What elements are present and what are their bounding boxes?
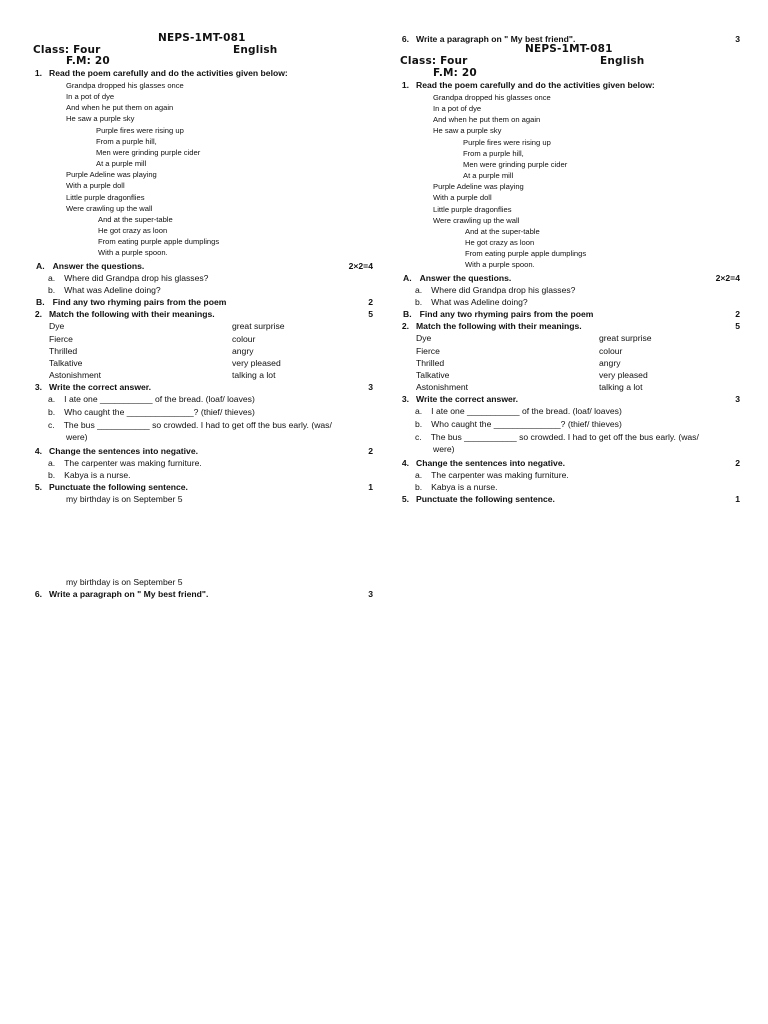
match-meaning: great surprise — [232, 321, 285, 332]
question-A-marks: 2×2=4 — [715, 273, 740, 284]
poem-line: Little purple dragonflies — [433, 204, 512, 214]
question-2-marks: 5 — [368, 309, 373, 320]
match-meaning: colour — [232, 333, 256, 344]
question-3-number: 3. — [34, 382, 42, 393]
class-label: Class: Four — [400, 55, 468, 67]
match-word: Dye — [49, 321, 65, 332]
sub-text: Who caught the ______________? (thief/ thieves) — [64, 407, 255, 418]
poem-line: He saw a purple sky — [433, 126, 502, 136]
question-4-number: 4. — [34, 446, 42, 457]
sub-text: What was Adeline doing? — [431, 297, 528, 308]
question-2-number: 2. — [34, 309, 42, 320]
match-meaning: very pleased — [232, 358, 281, 368]
match-meaning: very pleased — [599, 370, 648, 380]
question-B-label: B. — [403, 309, 412, 320]
sub-label: b. — [415, 297, 423, 308]
question-B-marks: 2 — [368, 297, 373, 308]
sub-question — [48, 470, 131, 480]
sub-text: I ate one ___________ of the bread. (loaf/ loaves) — [431, 406, 622, 417]
match-word: Astonishment — [49, 370, 102, 381]
match-meaning: talking a lot — [599, 382, 643, 393]
question-B-text: Find any two rhyming pairs from the poem — [52, 297, 227, 308]
question-B-label: B. — [36, 297, 45, 308]
sub-label: a. — [415, 406, 423, 417]
full-marks: F.M: 20 — [433, 67, 477, 79]
question-A-text: Answer the questions. — [419, 273, 512, 284]
subject-label: English — [233, 44, 278, 56]
question-B-text: Find any two rhyming pairs from the poem — [419, 309, 594, 320]
question-4-marks: 2 — [735, 458, 740, 469]
poem-line: Purple fires were rising up — [463, 137, 551, 147]
match-word: Talkative — [416, 370, 450, 380]
question-A — [36, 261, 144, 271]
sub-text: The bus ___________ so crowded. I had to get off the bus early. (was/ — [430, 432, 699, 443]
sub-text: Where did Grandpa drop his glasses? — [431, 285, 576, 296]
question-3-marks: 3 — [368, 382, 373, 393]
poem-line: And at the super-table — [465, 226, 540, 236]
sub-label: c. — [415, 432, 422, 443]
question-5 — [395, 494, 555, 504]
poem-line: At a purple mill — [463, 171, 514, 181]
poem-line: And when he put them on again — [66, 103, 174, 113]
sub-question — [48, 285, 161, 295]
poem-line: With a purple doll — [433, 193, 492, 203]
sub-text: I ate one ___________ of the bread. (loaf/ loaves) — [64, 394, 255, 405]
question-B — [403, 309, 593, 319]
sub-question — [48, 458, 202, 468]
question-1 — [28, 68, 288, 78]
sub-label: c. — [48, 420, 55, 431]
sub-label: b. — [48, 470, 56, 481]
sub-question-continued: were) — [433, 444, 455, 455]
question-4-marks: 2 — [368, 446, 373, 457]
sub-text: Who caught the ______________? (thief/ thieves) — [431, 419, 622, 430]
question-2 — [395, 321, 582, 331]
poem-line: With a purple spoon. — [465, 260, 535, 270]
sub-text: Kabya is a nurse. — [431, 482, 498, 493]
question-A-text: Answer the questions. — [52, 261, 145, 272]
question-5-text: Punctuate the following sentence. — [416, 494, 555, 505]
question-1-number: 1. — [401, 80, 409, 90]
match-meaning: angry — [232, 345, 254, 356]
sub-label: b. — [48, 285, 56, 296]
sub-text: What was Adeline doing? — [64, 285, 161, 296]
poem-line: Little purple dragonflies — [66, 192, 145, 202]
poem-line: And when he put them on again — [433, 115, 541, 125]
poem-line: And at the super-table — [98, 214, 173, 224]
question-5-number: 5. — [401, 494, 409, 505]
sub-question — [415, 297, 528, 307]
match-meaning: talking a lot — [232, 370, 276, 381]
question-4-number: 4. — [401, 458, 409, 469]
question-A — [403, 273, 511, 283]
question-3 — [395, 394, 518, 404]
question-A-label: A. — [36, 261, 45, 272]
match-word: Fierce — [49, 333, 73, 344]
question-A-label: A. — [403, 273, 412, 284]
sub-text: The bus ___________ so crowded. I had to get off the bus early. (was/ — [63, 420, 332, 431]
sub-text: The carpenter was making furniture. — [64, 458, 202, 469]
question-3-number: 3. — [401, 394, 409, 405]
sub-question — [48, 420, 332, 430]
question-A-marks: 2×2=4 — [348, 261, 373, 272]
exam-code: NEPS-1MT-081 — [525, 43, 613, 55]
poem-line: Grandpa dropped his glasses once — [433, 93, 551, 102]
question-5-marks: 1 — [368, 482, 373, 493]
sub-text: Kabya is a nurse. — [64, 470, 131, 481]
question-2-marks: 5 — [735, 321, 740, 332]
sub-label: b. — [415, 419, 423, 430]
exam-code: NEPS-1MT-081 — [158, 32, 246, 44]
match-meaning: angry — [599, 357, 621, 368]
poem-line: Grandpa dropped his glasses once — [66, 81, 184, 90]
question-5-text: Punctuate the following sentence. — [49, 482, 188, 493]
sub-question — [48, 394, 255, 404]
poem-line: Purple fires were rising up — [96, 125, 184, 135]
sub-text: The carpenter was making furniture. — [431, 470, 569, 481]
match-meaning: great surprise — [599, 333, 652, 344]
sub-question — [415, 482, 498, 492]
question-6-number: 6. — [34, 589, 42, 599]
question-2-number: 2. — [401, 321, 409, 332]
question-1-text: Read the poem carefully and do the activities given below: — [416, 80, 655, 90]
poem-line: In a pot of dye — [433, 104, 482, 114]
question-6-text: Write a paragraph on " My best friend". — [416, 34, 576, 44]
poem-line: At a purple mill — [96, 159, 147, 169]
poem-line: Purple Adeline was playing — [433, 182, 524, 192]
poem-line: From eating purple apple dumplings — [98, 237, 220, 247]
question-2-text: Match the following with their meanings. — [49, 309, 215, 320]
sub-label: b. — [48, 407, 56, 418]
sub-question-continued: were) — [66, 432, 88, 443]
class-label: Class: Four — [33, 44, 101, 56]
question-1-text: Read the poem carefully and do the activities given below: — [49, 68, 288, 78]
question-2-text: Match the following with their meanings. — [416, 321, 582, 332]
question-6-marks: 3 — [368, 589, 373, 599]
sub-text: Where did Grandpa drop his glasses? — [64, 273, 209, 284]
poem-line: Men were grinding purple cider — [463, 159, 568, 169]
sub-question — [415, 470, 569, 480]
question-4-text: Change the sentences into negative. — [49, 446, 198, 457]
match-word: Fierce — [416, 345, 440, 356]
sub-label: a. — [48, 273, 56, 284]
sub-label: a. — [415, 470, 423, 481]
poem-line: In a pot of dye — [66, 92, 115, 102]
question-3-marks: 3 — [735, 394, 740, 405]
punctuate-sentence: my birthday is on September 5 — [66, 494, 183, 505]
question-5-number: 5. — [34, 482, 42, 493]
match-word: Thrilled — [416, 357, 445, 368]
match-word: Dye — [416, 333, 432, 344]
poem-line: Were crawling up the wall — [433, 215, 520, 225]
sub-question — [48, 407, 255, 417]
question-5 — [28, 482, 188, 492]
question-4 — [395, 458, 565, 468]
question-B — [36, 297, 226, 307]
match-word: Thrilled — [49, 345, 78, 356]
question-6 — [28, 589, 208, 599]
question-4-text: Change the sentences into negative. — [416, 458, 565, 469]
sub-label: a. — [48, 394, 56, 405]
question-4 — [28, 446, 198, 456]
question-6-text: Write a paragraph on " My best friend". — [49, 589, 209, 599]
full-marks: F.M: 20 — [66, 55, 110, 67]
match-meaning: colour — [599, 345, 623, 356]
question-3-text: Write the correct answer. — [49, 382, 152, 393]
sub-label: a. — [48, 458, 56, 469]
match-word: Astonishment — [416, 382, 469, 393]
question-1 — [395, 80, 655, 90]
poem-line: Purple Adeline was playing — [66, 170, 157, 180]
question-1-number: 1. — [34, 68, 42, 78]
poem-line: With a purple doll — [66, 181, 125, 191]
sub-question — [415, 419, 622, 429]
poem-line: From a purple hill, — [463, 148, 524, 158]
sub-question — [48, 273, 208, 283]
sub-question — [415, 432, 699, 442]
sub-question — [415, 285, 575, 295]
sub-label: a. — [415, 285, 423, 296]
poem-line: Were crawling up the wall — [66, 203, 153, 213]
question-3-text: Write the correct answer. — [416, 394, 519, 405]
poem-line: He saw a purple sky — [66, 114, 135, 124]
question-2 — [28, 309, 215, 319]
question-B-marks: 2 — [735, 309, 740, 320]
poem-line: He got crazy as loon — [98, 225, 168, 235]
poem-line: He got crazy as loon — [465, 237, 535, 247]
poem-line: Men were grinding purple cider — [96, 147, 201, 157]
subject-label: English — [600, 55, 645, 67]
question-5-marks: 1 — [735, 494, 740, 505]
punctuate-sentence-repeat: my birthday is on September 5 — [66, 577, 183, 587]
match-word: Talkative — [49, 358, 83, 368]
question-3 — [28, 382, 151, 392]
question-6-marks: 3 — [735, 34, 740, 44]
question-6-number: 6. — [401, 34, 409, 44]
sub-label: b. — [415, 482, 423, 493]
sub-question — [415, 406, 622, 416]
poem-line: From a purple hill, — [96, 136, 157, 146]
poem-line: With a purple spoon. — [98, 248, 168, 258]
poem-line: From eating purple apple dumplings — [465, 249, 587, 259]
